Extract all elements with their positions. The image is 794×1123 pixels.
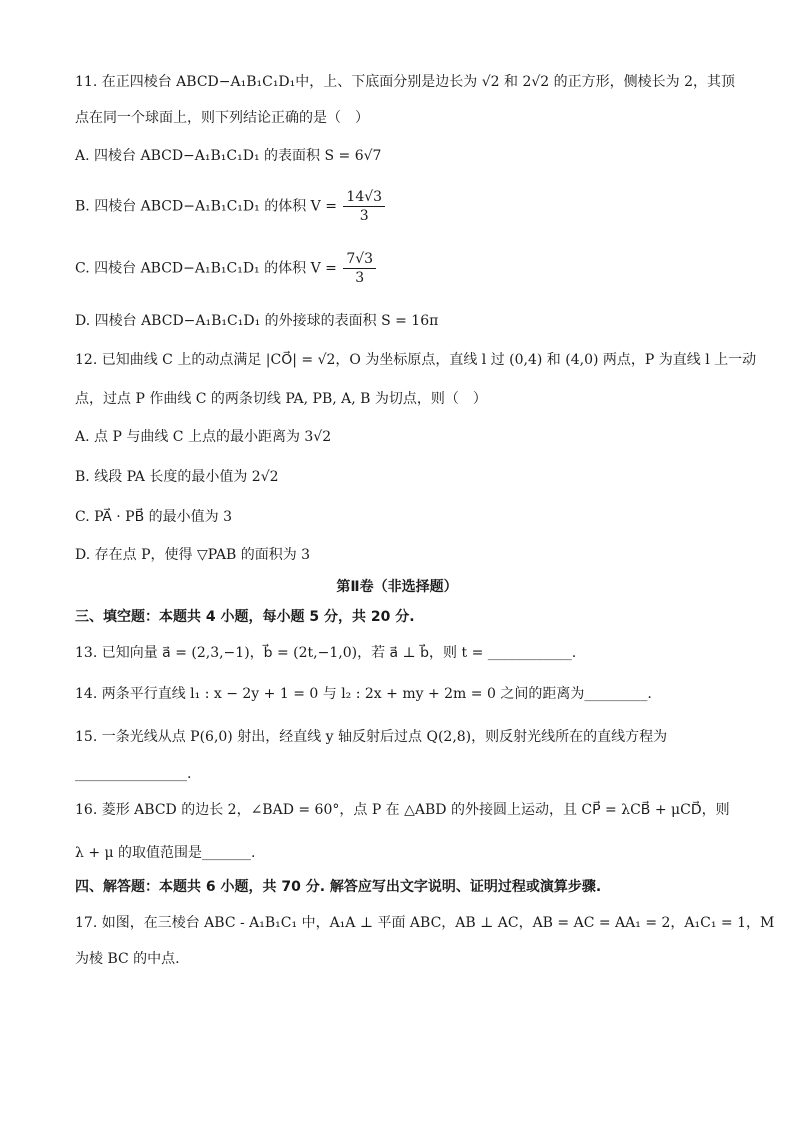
q12-stem-line2: 点，过点 P 作曲线 C 的两条切线 PA, PB, A, B 为切点，则（ ） (75, 391, 487, 407)
fraction-denominator: 3 (359, 208, 369, 224)
q11-option-c-fraction (343, 250, 376, 287)
section-3-title: 三、填空题：本题共 4 小题，每小题 5 分，共 20 分. (75, 609, 415, 625)
q16-line1: 16. 菱形 ABCD 的边长 2，∠BAD = 60°，点 P 在 △ABD 的外接圆上运动，且 CP⃗ = λCB⃗ + μCD⃗，则 (75, 802, 730, 818)
q11-option-b (75, 188, 735, 225)
q11-option-a: A. 四棱台 ABCD−A₁B₁C₁D₁ 的表面积 S = 6√7 (75, 148, 382, 164)
q12-option-d: D. 存在点 P，使得 ▽PAB 的面积为 3 (75, 547, 311, 563)
fraction-numerator: 7√3 (343, 250, 376, 269)
part-ii-title: 第Ⅱ卷（非选择题） (336, 579, 458, 595)
q15-line1: 15. 一条光线从点 P(6,0) 射出，经直线 y 轴反射后过点 Q(2,8)，则反射光线所在的直线方程为 (75, 729, 668, 745)
section-4-title: 四、解答题：本题共 6 小题，共 70 分. 解答应写出文字说明、证明过程或演算步骤. (75, 879, 602, 895)
q11-option-c-text: C. 四棱台 ABCD−A₁B₁C₁D₁ 的体积 V = (75, 260, 337, 277)
fraction-denominator: 3 (355, 270, 365, 286)
q11-option-b-fraction (343, 188, 385, 225)
q11-stem-line1: 11. 在正四棱台 ABCD−A₁B₁C₁D₁中，上、下底面分别是边长为 √2 和 2√2 的正方形，侧棱长为 2，其顶 (75, 74, 735, 90)
q12-option-c: C. PA⃗ · PB⃗ 的最小值为 3 (75, 509, 233, 525)
q16-line2: λ + μ 的取值范围是_______. (75, 845, 256, 861)
q11-option-c (75, 250, 735, 287)
q11-option-d: D. 四棱台 ABCD−A₁B₁C₁D₁ 的外接球的表面积 S = 16π (75, 313, 439, 329)
q17-line2: 为棱 BC 的中点. (75, 951, 180, 967)
fraction-numerator: 14√3 (343, 188, 385, 207)
q12-option-a: A. 点 P 与曲线 C 上点的最小距离为 3√2 (75, 429, 332, 445)
q12-stem-line1: 12. 已知曲线 C 上的动点满足 |CO⃗| = √2，O 为坐标原点，直线 l 过 (0,4) 和 (4,0) 两点，P 为直线 l 上一动 (75, 352, 757, 368)
q11-option-b-text: B. 四棱台 ABCD−A₁B₁C₁D₁ 的体积 V = (75, 198, 337, 215)
q14: 14. 两条平行直线 l₁ : x − 2y + 1 = 0 与 l₂ : 2x + my + 2m = 0 之间的距离为_________. (75, 686, 652, 702)
q11-stem-line2: 点在同一个球面上，则下列结论正确的是（ ） (75, 110, 369, 126)
q15-line2: ________________. (75, 766, 192, 782)
q17-line1: 17. 如图，在三棱台 ABC - A₁B₁C₁ 中，A₁A ⊥ 平面 ABC，AB ⊥ AC，AB = AC = AA₁ = 2，A₁C₁ = 1，M (75, 915, 775, 931)
q13: 13. 已知向量 a⃗ = (2,3,−1)，b⃗ = (2t,−1,0)，若 a⃗ ⊥ b⃗，则 t = ____________. (75, 645, 577, 661)
q12-option-b: B. 线段 PA 长度的最小值为 2√2 (75, 469, 279, 485)
